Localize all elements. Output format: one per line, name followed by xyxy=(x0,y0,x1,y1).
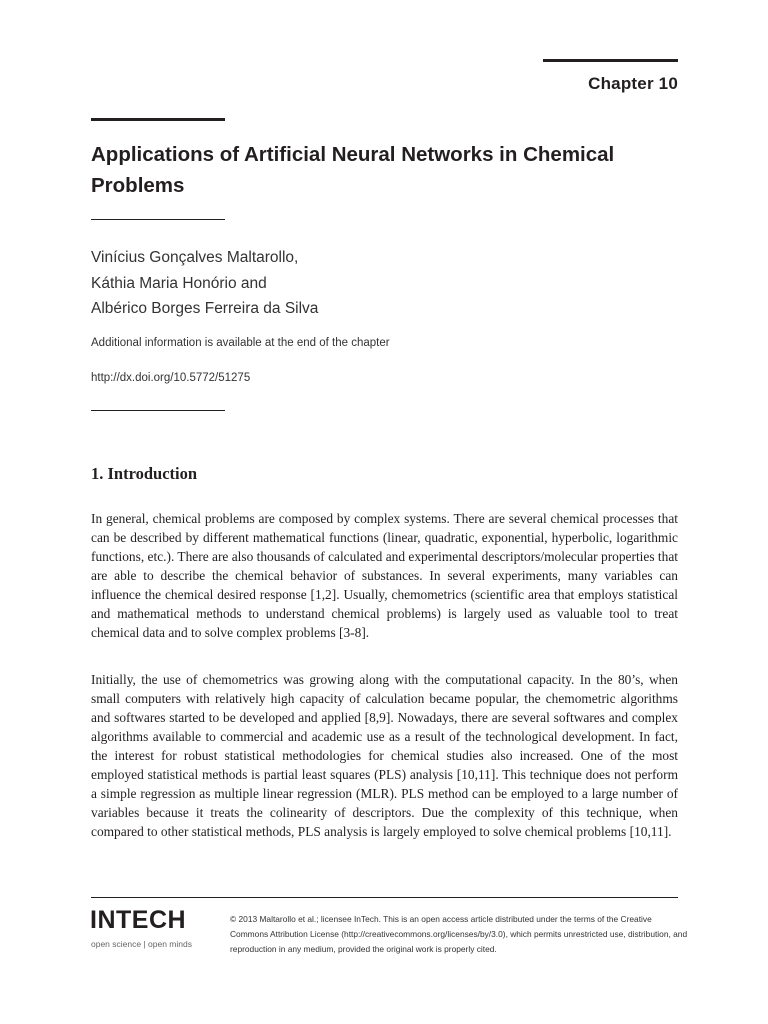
footer-divider xyxy=(91,897,678,898)
chapter-label: Chapter 10 xyxy=(588,74,678,93)
body-paragraph: Initially, the use of chemometrics was growing along with the computational capacity. In the 80’s, when small computers with relatively high capacity of calculation became popular, the chemometric algorithms and softwares started to be developed and applied [8,9]. Nowadays, there are several softwares and complex algorithms available to commercial and academic use as a result of the technological development. In fact, the interest for robust statistical methodologies for chemical studies also increased. One of the most employed statistical methods is partial least squares (PLS) analysis [10,11]. This technique does not perform a simple regression as multiple linear regression (MLR). PLS method can be employed to a large number of variables because it treats the colinearity of descriptors. Due the complexity of this technique, when compared to other statistical methods, PLS analysis is largely employed to solve chemical problems [10,11]. xyxy=(91,672,678,839)
publisher-logo: INTECH xyxy=(90,906,187,934)
header-rule-left xyxy=(91,118,225,121)
author-name: Vinícius Gonçalves Maltarollo, xyxy=(91,249,299,266)
author-name: Káthia Maria Honório and xyxy=(91,274,267,292)
article-title: Applications of Artificial Neural Networks in Chemical Problems xyxy=(91,143,615,197)
header-rule-right xyxy=(543,59,678,62)
additional-info-note: Additional information is available at the end of the chapter xyxy=(91,337,390,349)
doi-link[interactable]: http://dx.doi.org/10.5772/51275 xyxy=(91,372,251,384)
publisher-tagline: open science | open minds xyxy=(91,939,192,949)
doi-divider xyxy=(91,410,225,411)
license-notice: © 2013 Maltarollo et al.; licensee InTech. This is an open access article distributed under the terms of the Creative Commons Attribution License (http://creativecommons.org/licenses/by/3.0), which permits unrestricted use, distribution, and reproduction in any medium, provided the original work is properly cited. xyxy=(230,914,688,954)
author-list xyxy=(91,245,318,322)
section-heading: 1. Introduction xyxy=(91,464,198,483)
title-divider xyxy=(91,219,225,220)
body-paragraph: In general, chemical problems are composed by complex systems. There are several chemical processes that can be described by different mathematical functions (linear, quadratic, exponential, hyperbolic, logarithmic functions, etc.). There are also thousands of calculated and experimental descriptors/molecular properties that are able to describe the chemical behavior of substances. In several experiments, many variables can influence the chemical desired response [1,2]. Usually, chemometrics (scientific area that employs statistical and mathematical methods to understand chemical problems) is largely used as valuable tool to treat chemical data and to solve complex problems [3-8]. xyxy=(91,511,678,640)
author-name: Albérico Borges Ferreira da Silva xyxy=(91,300,319,317)
